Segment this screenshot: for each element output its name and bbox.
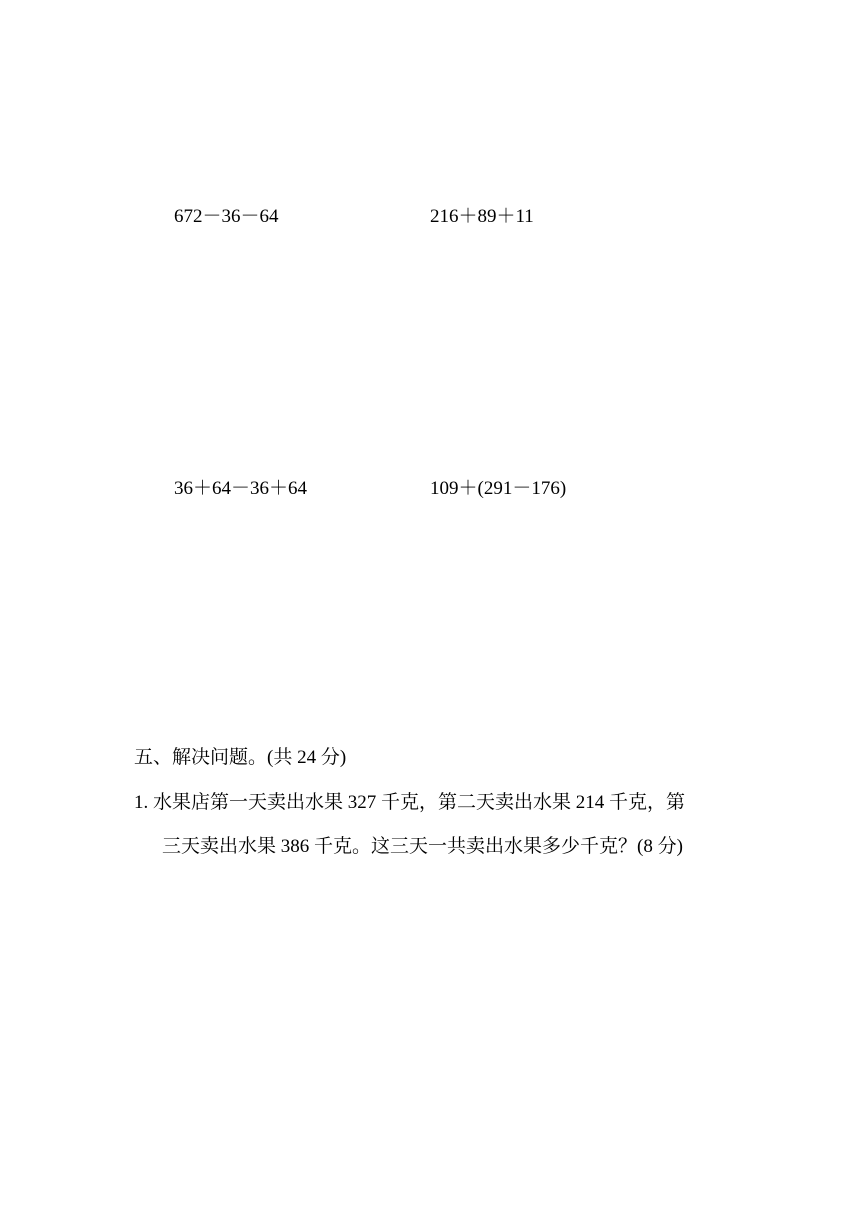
exercise-expression-2: 216＋89＋11: [430, 206, 534, 227]
question-1-line-1: 1. 水果店第一天卖出水果 327 千克，第二天卖出水果 214 千克，第: [134, 792, 686, 813]
exercise-expression-4: 109＋(291－176): [430, 478, 567, 499]
exercise-expression-3: 36＋64－36＋64: [174, 478, 308, 499]
section-heading: 五、解决问题。(共 24 分): [134, 747, 347, 768]
exercise-expression-1: 672－36－64: [174, 206, 279, 227]
question-1-line-2: 三天卖出水果 386 千克。这三天一共卖出水果多少千克？(8 分): [162, 836, 683, 857]
